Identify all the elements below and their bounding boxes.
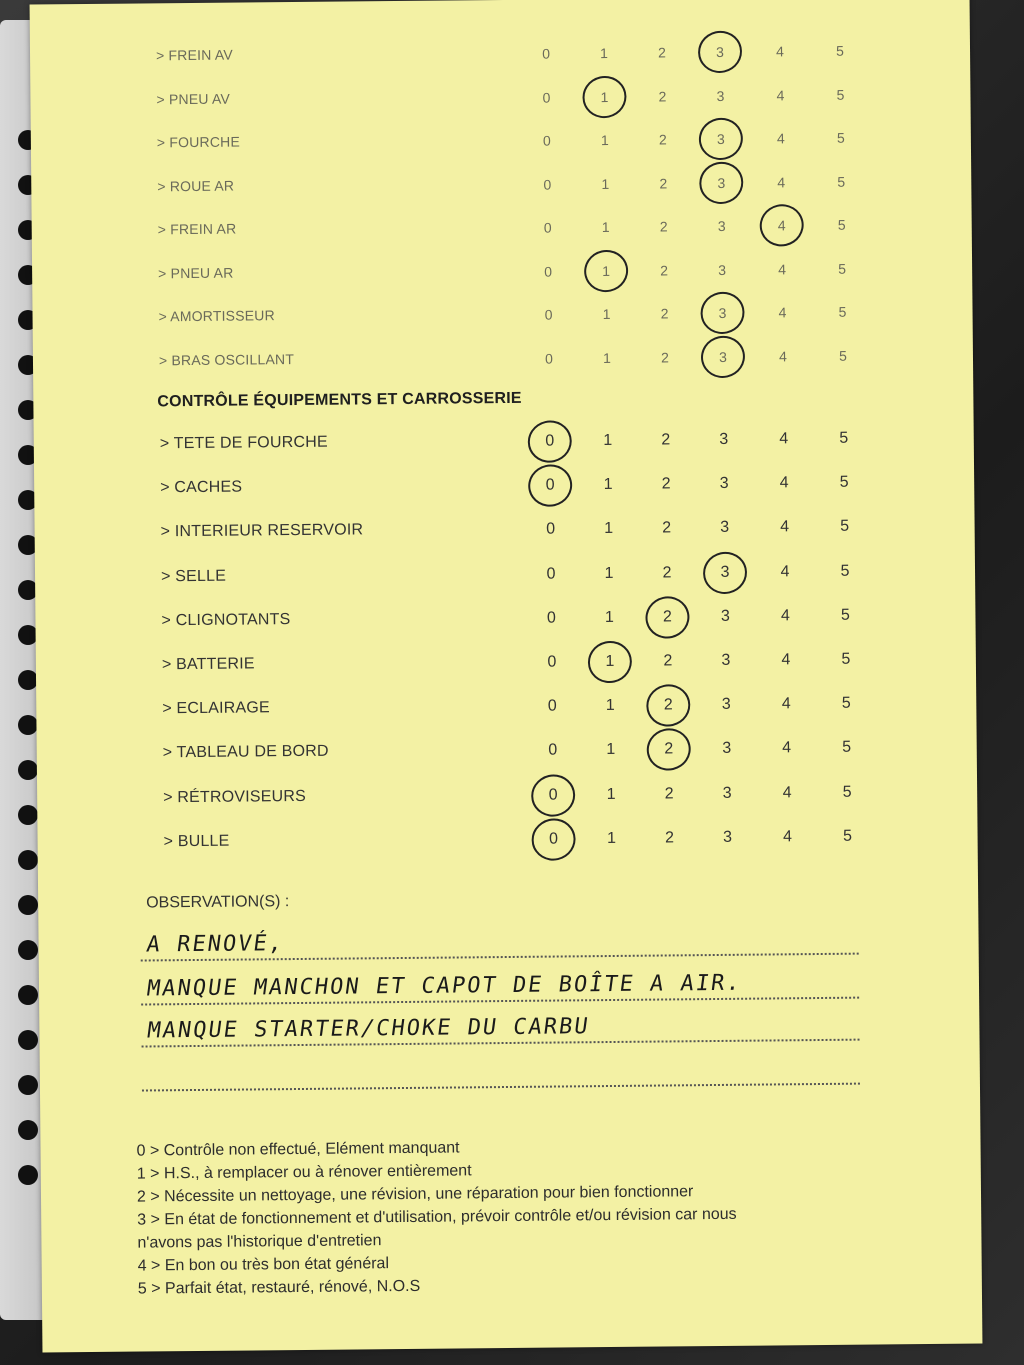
rating-option: 0 (544, 306, 553, 323)
rating-option: 2 (660, 348, 669, 365)
rating-option: 1 (601, 175, 610, 192)
rating-option: 5 (837, 173, 846, 190)
section-title: CONTRÔLE ÉQUIPEMENTS ET CARROSSERIE (157, 389, 522, 411)
rating-option: 0 (542, 45, 551, 62)
rating-row (34, 419, 974, 464)
rating-row (31, 162, 971, 207)
binder-hole (18, 1165, 38, 1185)
rating-option: 5 (836, 86, 845, 103)
rating-option: 3 (722, 784, 732, 802)
rating-option: 1 (604, 608, 614, 626)
binder-hole (18, 850, 38, 870)
observation-line (140, 917, 858, 962)
rating-option: 4 (783, 828, 793, 846)
rating-option: 2 (658, 87, 667, 105)
rating-option: 5 (839, 429, 849, 447)
rating-option: 3 (721, 696, 731, 714)
rating-row (37, 817, 977, 862)
rating-option: 1 (607, 829, 617, 847)
rating-option: 5 (836, 129, 845, 146)
row-label: > SELLE (160, 567, 227, 585)
rating-option: 5 (841, 694, 851, 712)
rating-option: 2 (661, 475, 671, 493)
observation-text: A RENOVÉ, (144, 931, 286, 958)
rating-option: 4 (778, 304, 787, 321)
rating-option: 0 (542, 89, 551, 106)
rating-option: 4 (777, 173, 786, 190)
rating-option: 0 (547, 697, 557, 715)
rating-option: 4 (780, 607, 790, 625)
rating-option: 5 (840, 606, 850, 624)
rating-row (33, 336, 973, 381)
rating-row (31, 119, 971, 164)
legend-item: 0 > Contrôle non effectué, Elément manquant (136, 1139, 460, 1160)
row-label: > ECLAIRAGE (162, 699, 270, 718)
row-label: > FOURCHE (156, 133, 241, 151)
rating-option: 1 (603, 476, 613, 494)
rating-option: 1 (603, 431, 613, 450)
rating-option-selected: 1 (592, 84, 616, 108)
rating-option: 5 (843, 827, 853, 845)
rating-option: 4 (776, 43, 785, 60)
rating-option: 0 (544, 350, 553, 367)
binder-hole (18, 1120, 38, 1140)
rating-option-selected: 2 (656, 694, 680, 718)
rating-row (32, 293, 972, 338)
row-label: > ROUE AR (157, 177, 235, 194)
rating-option: 2 (664, 784, 674, 803)
rating-option: 3 (720, 607, 730, 625)
rating-option: 1 (602, 349, 611, 366)
observation-line (141, 1003, 859, 1048)
rating-option: 0 (542, 132, 551, 149)
row-label: > FREIN AV (155, 46, 233, 64)
rating-option: 4 (779, 430, 789, 448)
row-label: > RÉTROVISEURS (163, 787, 307, 806)
row-label: > AMORTISSEUR (158, 307, 275, 325)
rating-option: 1 (604, 564, 614, 582)
rating-option: 5 (840, 562, 850, 580)
rating-option: 1 (606, 785, 616, 803)
rating-option: 1 (601, 218, 610, 236)
rating-option: 4 (781, 695, 791, 713)
rating-row (34, 508, 974, 553)
rating-option: 2 (660, 261, 669, 279)
rating-option: 2 (663, 652, 673, 670)
legend-item: 2 > Nécessite un nettoyage, une révision, une réparation pour bien fonctionner (136, 1183, 694, 1206)
binder-hole (18, 895, 38, 915)
rating-option-selected: 3 (710, 301, 734, 325)
row-label: > PNEU AV (156, 90, 231, 107)
rating-row (35, 552, 975, 597)
rating-option: 3 (719, 430, 729, 448)
rating-option: 4 (776, 130, 785, 147)
rating-option: 4 (778, 260, 787, 277)
rating-option-selected: 0 (541, 827, 565, 851)
rating-option: 4 (782, 783, 792, 801)
rating-option: 0 (544, 263, 553, 280)
rating-option: 5 (840, 518, 850, 536)
rating-option-selected: 1 (594, 258, 618, 282)
rating-option: 4 (782, 739, 792, 757)
rating-option: 4 (780, 562, 790, 580)
rating-option: 1 (604, 520, 614, 538)
rating-option: 4 (778, 347, 787, 364)
rating-option: 3 (720, 519, 730, 537)
rating-option: 4 (780, 518, 790, 536)
rating-option: 2 (659, 218, 668, 235)
rating-option: 5 (842, 783, 852, 801)
inspection-sheet (30, 0, 983, 1352)
rating-option: 3 (722, 740, 732, 758)
rating-row (30, 32, 970, 77)
rating-option: 1 (606, 741, 616, 759)
rating-option-selected: 3 (713, 560, 737, 584)
rating-option-selected: 0 (538, 429, 562, 453)
binder-hole (18, 985, 38, 1005)
rating-option: 4 (779, 474, 789, 492)
observation-text: MANQUE STARTER/CHOKE DU CARBU (145, 1014, 592, 1044)
rating-row (32, 249, 972, 294)
rating-option: 5 (838, 260, 847, 277)
rating-option: 0 (543, 176, 552, 193)
legend-item: 1 > H.S., à remplacer ou à rénover entièrement (136, 1162, 472, 1183)
rating-option: 2 (660, 305, 669, 322)
rating-option: 1 (600, 44, 609, 62)
binder-hole (18, 940, 38, 960)
row-label: > FREIN AR (157, 220, 237, 238)
row-label: > BATTERIE (161, 655, 255, 674)
rating-option: 0 (546, 609, 556, 627)
row-label: > PNEU AR (158, 264, 234, 281)
rating-option-selected: 4 (770, 213, 794, 237)
rating-option: 4 (776, 86, 785, 103)
rating-option: 2 (662, 519, 672, 537)
rating-option: 3 (723, 828, 733, 846)
rating-option: 3 (718, 261, 727, 278)
rating-option: 5 (838, 303, 847, 320)
legend-item: n'avons pas l'historique d'entretien (137, 1232, 382, 1252)
rating-option: 2 (665, 829, 675, 847)
rating-option: 2 (658, 131, 667, 148)
rating-option: 0 (548, 741, 558, 759)
row-label: > BULLE (163, 832, 230, 851)
rating-option-selected: 0 (538, 474, 562, 498)
rating-option: 3 (717, 217, 726, 234)
rating-row (34, 464, 974, 509)
binder-hole (18, 760, 38, 780)
rating-option: 1 (605, 697, 615, 715)
binder-hole (18, 1075, 38, 1095)
observation-line (141, 961, 859, 1006)
rating-option-selected: 2 (655, 605, 679, 629)
binder-hole (18, 715, 38, 735)
rating-option: 2 (662, 564, 672, 582)
legend-item: 4 > En bon ou très bon état général (137, 1255, 390, 1275)
rating-option: 5 (841, 650, 851, 668)
rating-row (35, 596, 975, 641)
rating-option-selected: 2 (657, 738, 681, 762)
rating-option: 5 (842, 739, 852, 757)
observations-label: OBSERVATION(S) : (146, 893, 290, 912)
rating-row (36, 685, 976, 730)
rating-option: 5 (838, 347, 847, 364)
row-label: > TABLEAU DE BORD (162, 743, 329, 762)
row-label: > INTERIEUR RESERVOIR (160, 521, 364, 541)
rating-option-selected: 0 (541, 783, 565, 807)
row-label: > CLIGNOTANTS (161, 610, 291, 630)
rating-option: 5 (839, 473, 849, 491)
observation-line (142, 1047, 860, 1092)
rating-option: 2 (661, 431, 671, 449)
rating-option: 3 (719, 475, 729, 493)
rating-option: 0 (543, 219, 552, 236)
rating-legend (136, 1132, 898, 1300)
observation-text: MANQUE MANCHON ET CAPOT DE BOÎTE A AIR. (145, 970, 744, 1002)
rating-option: 1 (602, 305, 611, 323)
rating-row (32, 206, 972, 251)
rating-option: 4 (781, 651, 791, 669)
rating-option: 3 (721, 651, 731, 669)
rating-row (37, 773, 977, 818)
binder-hole (18, 1030, 38, 1050)
rating-option-selected: 3 (709, 170, 733, 194)
legend-item: 3 > En état de fonctionnement et d'utilisation, prévoir contrôle et/ou révision car nous (137, 1205, 737, 1229)
rating-row (30, 75, 970, 120)
rating-option: 1 (600, 131, 609, 149)
rating-option: 5 (836, 42, 845, 59)
rating-option-selected: 1 (598, 650, 622, 674)
row-label: > TETE DE FOURCHE (159, 433, 328, 453)
legend-item: 5 > Parfait état, restauré, rénové, N.O.S (137, 1277, 421, 1298)
rating-option-selected: 3 (709, 127, 733, 151)
rating-row (36, 640, 976, 685)
rating-option: 0 (546, 520, 556, 538)
rating-option: 2 (658, 44, 667, 61)
binder-hole (18, 805, 38, 825)
rating-option-selected: 3 (708, 40, 732, 64)
rating-option: 5 (837, 216, 846, 233)
rating-row (37, 729, 977, 774)
rating-option: 2 (659, 174, 668, 192)
rating-option-selected: 3 (711, 344, 735, 368)
row-label: > BRAS OSCILLANT (158, 350, 295, 368)
rating-option: 0 (547, 653, 557, 671)
rating-option: 3 (716, 87, 725, 104)
rating-option: 0 (546, 565, 556, 583)
row-label: > CACHES (160, 478, 243, 497)
